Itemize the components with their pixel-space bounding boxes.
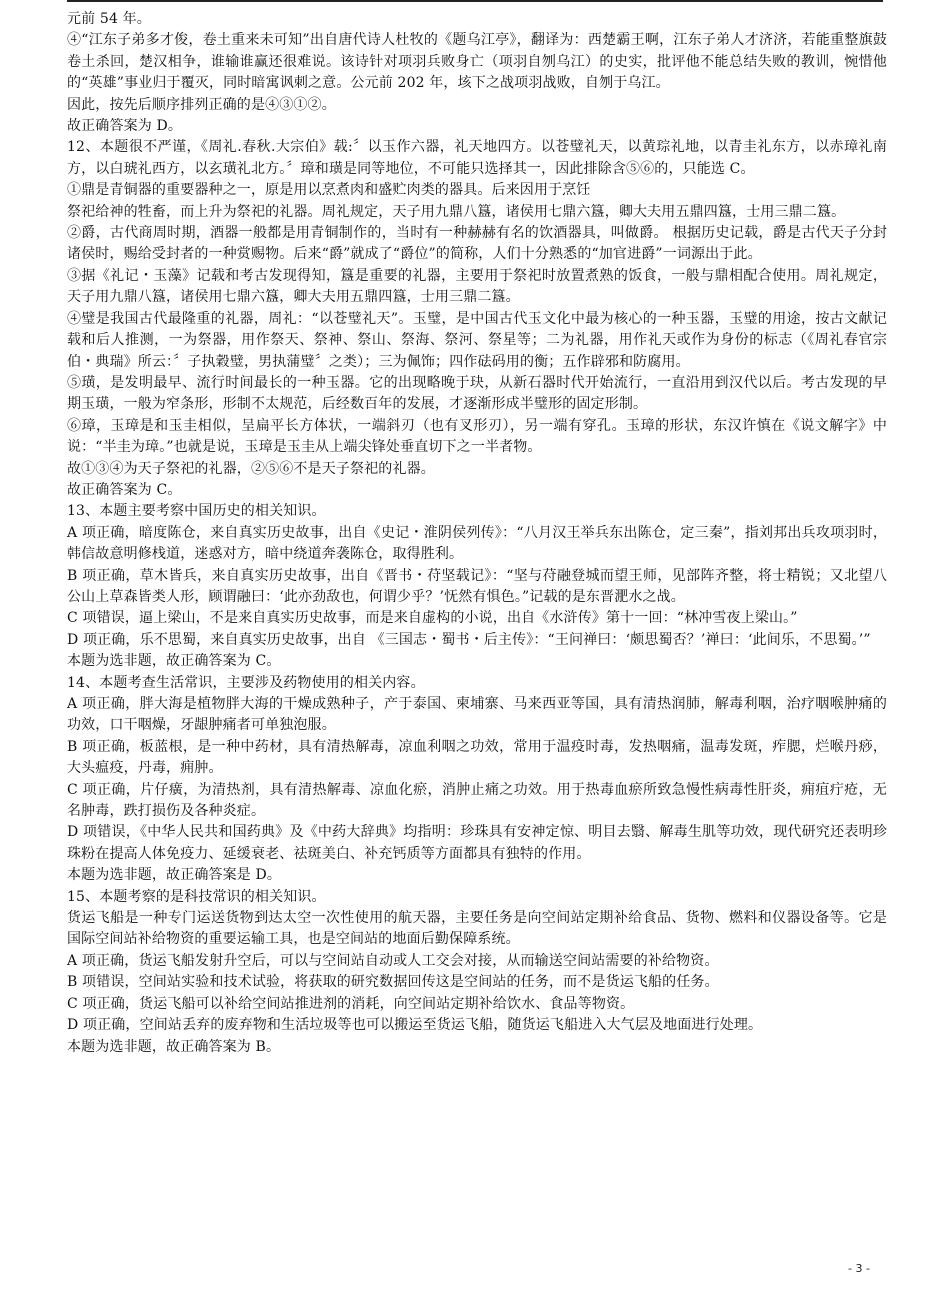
paragraph: 祭祀给神的牲畜，而上升为祭祀的礼器。周礼规定，天子用九鼎八簋，诸侯用七鼎六簋，卿大夫用五鼎四簋，士用三鼎二簋。 [67,203,846,220]
paragraph: ④“江东子弟多才俊，卷土重来未可知”出自唐代诗人杜牧的《题乌江亭》，翻译为：西楚霸王啊，江东子弟人才济济，若能重整旗鼓卷土杀回，楚汉相争，谁输谁赢还很难说。该诗针对项羽兵败身亡（项羽自刎乌江）的史实，批评他不能总结失败的教训，惋惜他的“英雄”事业归于覆灭，同时暗寓讽刺之意。公元前 202 年，垓下之战项羽战败，自刎于乌江。 [67,32,887,92]
option-a: A 项正确，货运飞船发射升空后，可以与空间站自动或人工交会对接，从而输送空间站需要的补给物资。 [67,952,719,969]
option-d: D 项错误，《中华人民共和国药典》及《中药大辞典》均指明：珍珠具有安神定惊、明目去翳、解毒生肌等功效，现代研究还表明珍珠粉在提高人体免疫力、延缓衰老、祛斑美白、补充钙质等方面都具有独特的作用。 [67,824,887,862]
page-number: - 3 - [848,1262,870,1275]
answer-line: 本题为选非题，故正确答案为 C。 [67,653,281,670]
paragraph: 货运飞船是一种专门运送货物到达太空一次性使用的航天器，主要任务是向空间站定期补给食品、货物、燃料和仪器设备等。它是国际空间站补给物资的重要运输工具，也是空间站的地面后勤保障系统。 [67,910,887,948]
option-d: D 项正确，空间站丢弃的废弃物和生活垃圾等也可以搬运至货运飞船，随货运飞船进入大气层及地面进行处理。 [67,1017,763,1034]
paragraph: 故①③④为天子祭祀的礼器，②⑤⑥不是天子祭祀的礼器。 [67,460,435,477]
option-d: D 项正确，乐不思蜀，来自真实历史故事，出自 《三国志・蜀书・后主传》：“王问禅曰：‘颇思蜀否？’禅曰：‘此间乐，不思蜀。’” [67,631,871,648]
question-15-heading: 15、本题考察的是科技常识的相关知识。 [67,888,326,905]
answer-line: 故正确答案为 D。 [67,118,183,135]
header-rule [67,0,883,2]
paragraph: ⑥璋，玉璋是和玉圭相似，呈扁平长方体状，一端斜刃（也有叉形刃），另一端有穿孔。玉璋的形状，东汉许慎在《说文解字》中说：“半圭为璋。”也就是说，玉璋是玉圭从上端尖锋处垂直切下之一半者物。 [67,417,887,456]
option-b: B 项正确，草木皆兵，来自真实历史故事，出自《晋书・苻坚载记》：“坚与苻融登城而望王师，见部阵齐整，将士精锐；又北望八公山上草森皆类人形，顾谓融曰：‘此亦劲敌也，何谓少乎？’怃然有惧色。”记载的是东晋淝水之战。 [67,567,887,605]
paragraph: ①鼎是青铜器的重要器种之一，原是用以烹煮肉和盛贮肉类的器具。后来因用于烹饪 [67,182,591,199]
option-c: C 项正确，片仔癀，为清热剂，具有清热解毒、凉血化瘀，消肿止痛之功效。用于热毒血瘀所致急慢性病毒性肝炎，痈疽疔疮，无名肿毒，跌打损伤及各种炎症。 [67,781,887,820]
question-14-heading: 14、本题考查生活常识，主要涉及药物使用的相关内容。 [67,674,425,691]
answer-line: 故正确答案为 C。 [67,481,182,498]
paragraph: ③据《礼记・玉藻》记载和考古发现得知，簋是重要的礼器，主要用于祭祀时放置煮熟的饭食，一般与鼎相配合使用。周礼规定，天子用九鼎八簋，诸侯用七鼎六簋，卿大夫用五鼎四簋，士用三鼎二簋。 [67,267,887,306]
answer-line: 本题为选非题，故正确答案是 D。 [67,867,282,884]
option-c: C 项正确，货运飞船可以补给空间站推进剂的消耗，向空间站定期补给饮水、食品等物资。 [67,995,635,1012]
option-b: B 项错误，空间站实验和技术试验，将获取的研究数据回传这是空间站的任务，而不是货运飞船的任务。 [67,974,719,991]
paragraph: 因此，按先后顺序排列正确的是④③①②。 [67,96,336,113]
question-13-heading: 13、本题主要考察中国历史的相关知识。 [67,503,326,520]
option-a: A 项正确，暗度陈仓，来自真实历史故事，出自《史记・淮阴侯列传》：“八月汉王举兵东出陈仓，定三秦”，指刘邦出兵攻项羽时，韩信故意明修栈道，迷惑对方，暗中绕道奔袭陈仓，取得胜利。 [67,524,887,563]
option-a: A 项正确，胖大海是植物胖大海的干燥成熟种子，产于泰国、柬埔寨、马来西亚等国，具有清热润肺，解毒利咽，治疗咽喉肿痛的功效，口干咽燥，牙龈肿痛者可单独泡服。 [67,696,887,734]
paragraph: ④璧是我国古代最隆重的礼器，周礼：“以苍璧礼天”。玉璧，是中国古代玉文化中最为核心的一种玉器，玉璧的用途，按古文献记载和后人推测，一为祭器，用作祭天、祭神、祭山、祭海、祭河、祭星等；二为礼器，用作礼天或作为身份的标志（《周礼春官宗伯・典瑞》所云：〞子执穀璧，男执蒲璧〞之类）；三为佩饰；四作砝码用的衡；五作辟邪和防腐用。 [67,310,887,370]
answer-line: 本题为选非题，故正确答案为 B。 [67,1038,281,1055]
option-c: C 项错误，逼上梁山，不是来自真实历史故事，而是来自虚构的小说，出自《水浒传》第十一回：“林冲雪夜上梁山。” [67,610,798,627]
option-b: B 项正确，板蓝根，是一种中药材，具有清热解毒，凉血利咽之功效，常用于温疫时毒，发热咽痛，温毒发斑，痄腮，烂喉丹痧，大头瘟疫，丹毒，痈肿。 [67,738,887,777]
paragraph: ⑤璜，是发明最早、流行时间最长的一种玉器。它的出现略晚于玦，从新石器时代开始流行，一直沿用到汉代以后。考古发现的早期玉璜，一般为窄条形，形制不太规范，后经数百年的发展，才逐渐形成半璧形的固定形制。 [67,374,887,413]
paragraph: ②爵，古代商周时期，酒器一般都是用青铜制作的，当时有一种赫赫有名的饮酒器具，叫做爵。 根据历史记载，爵是古代天子分封诸侯时，赐给受封者的一种赏赐物。后来“爵”就成了“爵位”的简称，人们十分熟悉的“加官进爵”一词源出于此。 [67,225,887,263]
question-12-heading: 12、本题很不严谨，《周礼.春秋.大宗伯》载:〞以玉作六器，礼天地四方。以苍璧礼天，以黄琮礼地，以青圭礼东方，以赤璋礼南方，以白琥礼西方，以玄璜礼北方。〞璋和璜是同等地位，不可能只选择其一，因此排除含⑤⑥的，只能选 C。 [67,139,887,177]
paragraph: 元前 54 年。 [67,11,151,27]
document-body [67,9,887,1058]
